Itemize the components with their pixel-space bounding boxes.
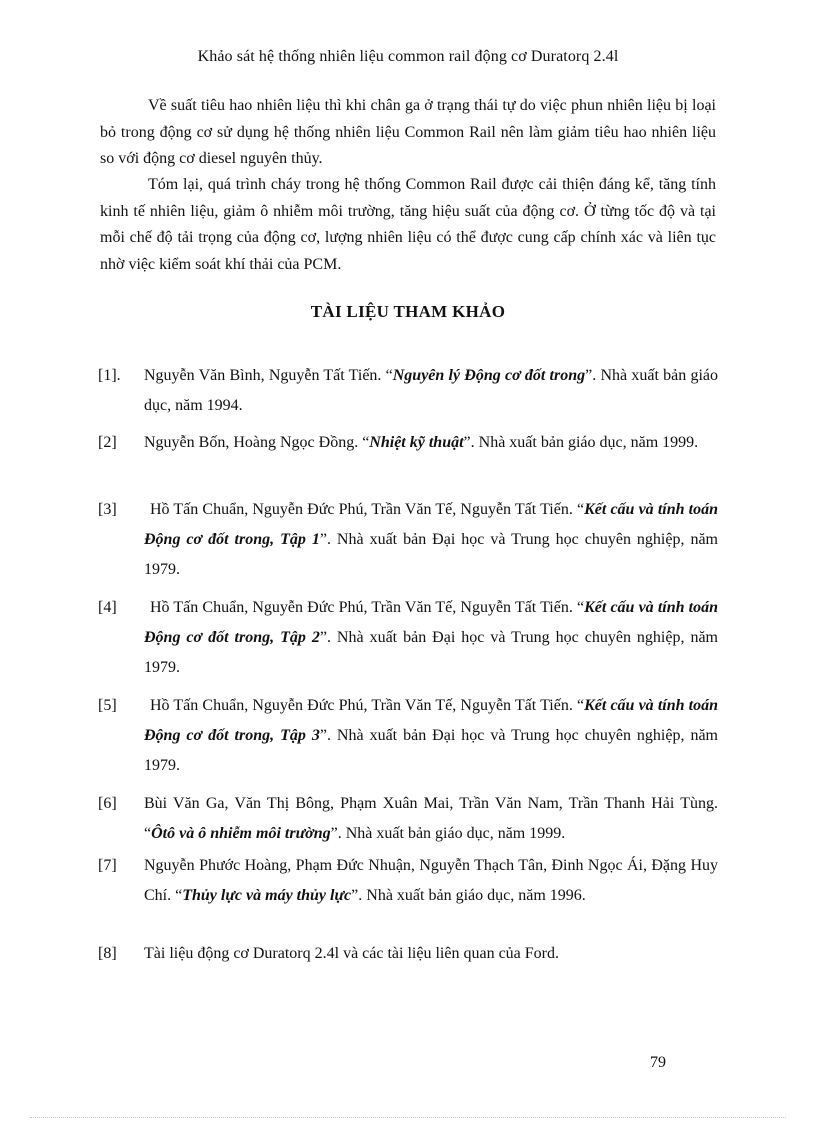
- reference-text: [144, 789, 718, 849]
- reference-title: Ôtô và ô nhiễm môi trường: [151, 825, 331, 842]
- reference-item: [98, 428, 718, 458]
- reference-authors: Nguyễn Phước Hoàng, Phạm Đức Nhuận, Nguyễn Thạch Tân, Đinh Ngọc Ái, Đặng Huy Chí. “: [144, 857, 718, 904]
- reference-publisher: ”. Nhà xuất bản giáo dục, năm 1999.: [463, 434, 699, 451]
- reference-authors: Tài liệu động cơ Duratorq 2.4l và các tài liệu liên quan của Ford.: [144, 945, 559, 962]
- reference-item: [98, 789, 718, 849]
- reference-publisher: ”. Nhà xuất bản giáo dục, năm 1996.: [351, 887, 586, 904]
- reference-publisher: ”. Nhà xuất bản Đại học và Trung học chuyên nghiệp, năm 1979.: [144, 531, 718, 578]
- reference-text: [144, 361, 718, 421]
- reference-authors: Hồ Tấn Chuẩn, Nguyễn Đức Phú, Trần Văn Tế, Nguyễn Tất Tiến. “: [150, 501, 585, 518]
- reference-number: [7]: [98, 857, 117, 874]
- reference-text: [144, 428, 718, 458]
- reference-publisher: ”. Nhà xuất bản Đại học và Trung học chuyên nghiệp, năm 1979.: [144, 629, 718, 676]
- reference-publisher: ”. Nhà xuất bản giáo dục, năm 1999.: [330, 825, 566, 842]
- reference-text: [144, 593, 718, 683]
- reference-text: [144, 851, 718, 911]
- reference-title: Kết cấu và tính toán Động cơ đốt trong, Tập 1: [144, 501, 718, 548]
- reference-authors: Bùi Văn Ga, Văn Thị Bông, Phạm Xuân Mai, Trần Văn Nam, Trần Thanh Hải Tùng. “: [144, 795, 718, 842]
- reference-number: [3]: [98, 501, 117, 518]
- reference-item: [98, 939, 718, 969]
- body-paragraph: Tóm lại, quá trình cháy trong hệ thống Common Rail được cải thiện đáng kể, tăng tính kinh tế nhiên liệu, giảm ô nhiễm môi trường, tăng hiệu suất của động cơ. Ở từng tốc độ và tại mỗi chế độ tải trọng của động cơ, lượng nhiên liệu có thể được cung cấp chính xác và liên tục nhờ việc kiểm soát khí thải của PCM.: [100, 176, 716, 273]
- reference-title: Thủy lực và máy thủy lực: [182, 887, 352, 904]
- reference-number: [4]: [98, 599, 117, 616]
- reference-number: [1].: [98, 367, 121, 384]
- references-heading: TÀI LIỆU THAM KHẢO: [310, 302, 506, 321]
- reference-publisher: ”. Nhà xuất bản Đại học và Trung học chuyên nghiệp, năm 1979.: [144, 727, 718, 774]
- reference-authors: Nguyễn Bốn, Hoàng Ngọc Đồng. “: [144, 434, 370, 451]
- reference-item: [98, 361, 718, 421]
- reference-title: Kết cấu và tính toán Động cơ đốt trong, Tập 2: [144, 599, 718, 646]
- reference-number: [5]: [98, 697, 117, 714]
- body-paragraph: Về suất tiêu hao nhiên liệu thì khi chân ga ở trạng thái tự do việc phun nhiên liệu bị loại bỏ trong động cơ sử dụng hệ thống nhiên liệu Common Rail nên làm giảm tiêu hao nhiên liệu so với động cơ diesel nguyên thủy.: [100, 97, 716, 167]
- reference-text: [144, 691, 718, 781]
- reference-title: Kết cấu và tính toán Động cơ đốt trong, Tập 3: [144, 697, 718, 744]
- reference-text: [144, 939, 718, 969]
- reference-title: Nhiệt kỹ thuật: [369, 434, 464, 451]
- reference-item: [98, 691, 718, 781]
- reference-authors: Nguyễn Văn Bình, Nguyễn Tất Tiến. “: [144, 367, 393, 384]
- page-header: Khảo sát hệ thống nhiên liệu common rail động cơ Duratorq 2.4l: [197, 48, 619, 65]
- reference-item: [98, 851, 718, 911]
- reference-item: [98, 495, 718, 585]
- reference-publisher: ”. Nhà xuất bản giáo dục, năm 1994.: [144, 367, 718, 414]
- reference-authors: Hồ Tấn Chuẩn, Nguyễn Đức Phú, Trần Văn Tế, Nguyễn Tất Tiến. “: [150, 697, 585, 714]
- reference-number: [2]: [98, 434, 117, 451]
- reference-number: [8]: [98, 945, 117, 962]
- reference-number: [6]: [98, 795, 117, 812]
- reference-item: [98, 593, 718, 683]
- reference-authors: Hồ Tấn Chuẩn, Nguyễn Đức Phú, Trần Văn Tế, Nguyễn Tất Tiến. “: [150, 599, 585, 616]
- footer-divider: [30, 1117, 786, 1118]
- reference-text: [144, 495, 718, 585]
- page-number: 79: [650, 1054, 666, 1071]
- reference-title: Nguyên lý Động cơ đốt trong: [392, 367, 586, 384]
